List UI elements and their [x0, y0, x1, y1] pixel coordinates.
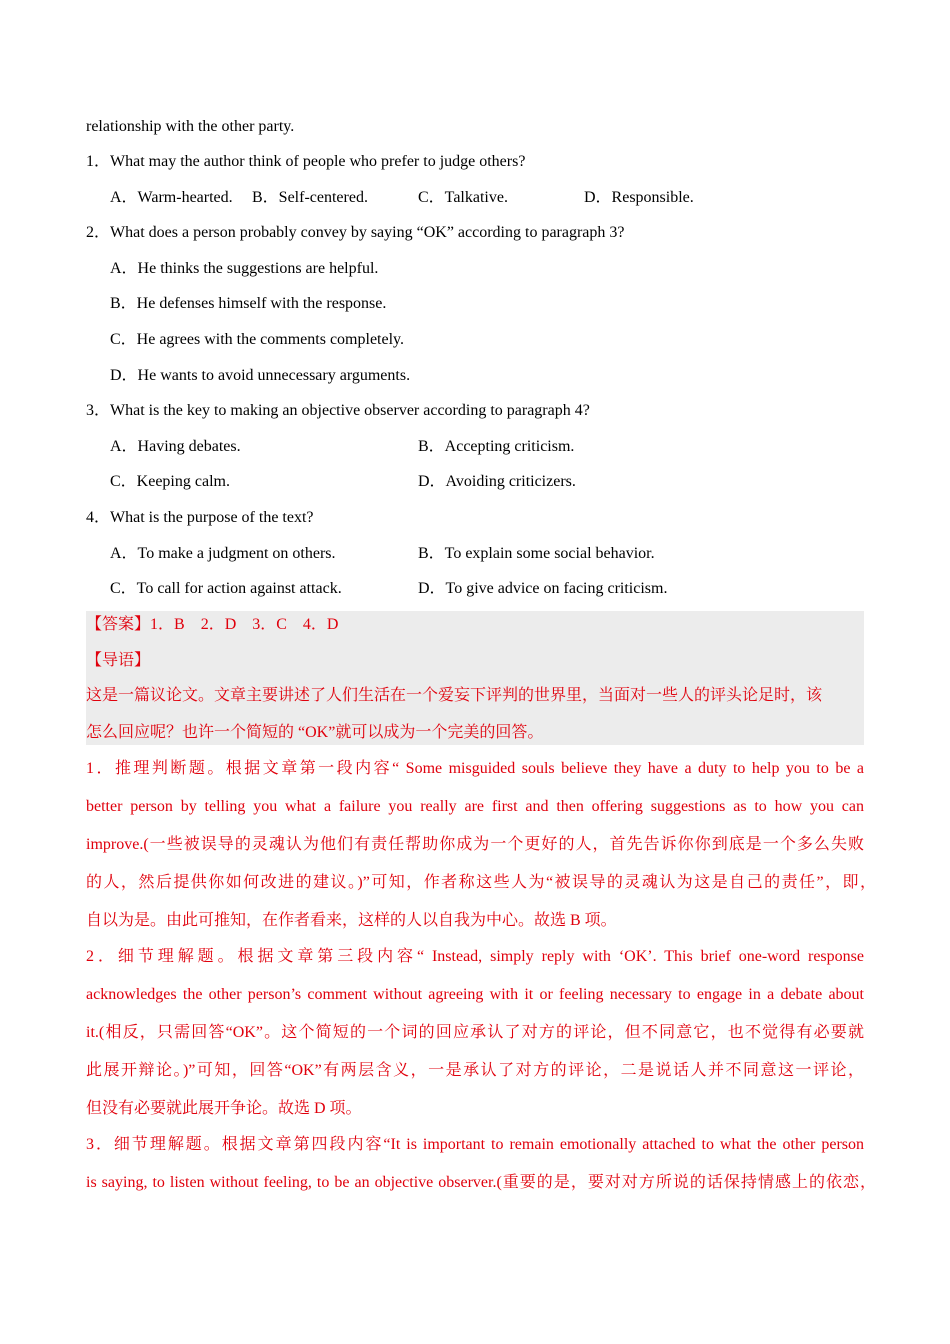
- question-4: [86, 508, 314, 528]
- explanation-1-line-5: 自以为是。由此可推知，在作者看来，这样的人以自我为中心。故选 B 项。: [86, 912, 617, 929]
- question-1: [86, 152, 525, 172]
- question-number: 4．: [86, 509, 111, 526]
- explanation-2-line-1: 2．细节理解题。根据文章第三段内容“ Instead, simply reply with ‘OK’. This brief one-word response: [86, 948, 864, 965]
- q3-option-a: A．Having debates.: [110, 438, 241, 455]
- q3-option-c: C．Keeping calm.: [110, 473, 230, 490]
- explanation-1-line-3: improve.(一些被误导的灵魂认为他们有责任帮助你成为一个更好的人，首先告诉你你到底是一个多么失败: [86, 836, 864, 853]
- explanation-3-line-2: is saying, to listen without feeling, to be an objective observer.(重要的是，要对对方所说的话保持情感上的依恋，: [86, 1174, 876, 1191]
- question-2: [86, 223, 625, 243]
- explanation-2-line-2: acknowledges the other person’s comment without agreeing with it or feeling necessary to engage in a debate about: [86, 986, 864, 1003]
- guide-label: 【导语】: [86, 652, 151, 669]
- explanation-3-line-1: 3．细节理解题。根据文章第四段内容“It is important to remain emotionally attached to what the other person: [86, 1136, 864, 1153]
- explanation-2-line-3: it.(相反，只需回答“OK”。这个简短的一个词的回应承认了对方的评论，但不同意它，也不觉得有必要就: [86, 1024, 864, 1041]
- explanation-1-line-2: better person by telling you what a failure you really are first and then offering suggestions as to how you can: [86, 798, 864, 815]
- question-text: What is the purpose of the text?: [110, 509, 314, 526]
- q1-option-b: B．Self-centered.: [252, 189, 368, 206]
- explanation-2-line-4: 此展开辩论。)”可知，回答“OK”有两层含义，一是承认了对方的评论，二是说话人并不同意这一评论，: [86, 1062, 864, 1079]
- q2-option-d: D．He wants to avoid unnecessary arguments.: [110, 367, 411, 384]
- explanation-1-line-4: 的人，然后提供你如何改进的建议。)”可知，作者称这些人为“被误导的灵魂认为这是自己的责任”，即，: [86, 874, 876, 891]
- question-text: What is the key to making an objective observer according to paragraph 4?: [110, 402, 590, 419]
- q2-option-b: B．He defenses himself with the response.: [110, 295, 387, 312]
- answer-line: [86, 615, 338, 635]
- q2-option-a: A．He thinks the suggestions are helpful.: [110, 260, 379, 277]
- question-text: What does a person probably convey by saying “OK” according to paragraph 3?: [110, 224, 625, 241]
- q3-option-d: D．Avoiding criticizers.: [418, 473, 576, 490]
- question-number: 2．: [86, 224, 111, 241]
- q1-option-c: C．Talkative.: [418, 189, 508, 206]
- answer-label: 【答案】: [86, 616, 151, 633]
- question-number: 1．: [86, 153, 111, 170]
- q4-option-d: D．To give advice on facing criticism.: [418, 580, 668, 597]
- question-3: [86, 401, 590, 421]
- question-number: 3．: [86, 402, 111, 419]
- q4-option-a: A．To make a judgment on others.: [110, 545, 336, 562]
- intro-tail-text: relationship with the other party.: [86, 118, 295, 135]
- q1-option-a: A．Warm-hearted.: [110, 189, 233, 206]
- guide-line-2: 怎么回应呢？也许一个简短的 “OK”就可以成为一个完美的回答。: [86, 724, 544, 741]
- question-text: What may the author think of people who prefer to judge others?: [110, 153, 526, 170]
- q2-option-c: C．He agrees with the comments completely.: [110, 331, 404, 348]
- explanation-2-line-5: 但没有必要就此展开争论。故选 D 项。: [86, 1100, 362, 1117]
- q4-option-b: B．To explain some social behavior.: [418, 545, 655, 562]
- explanation-1-line-1: 1．推理判断题。根据文章第一段内容“ Some misguided souls believe they have a duty to help you to be a: [86, 760, 864, 777]
- q1-option-d: D．Responsible.: [584, 189, 694, 206]
- guide-line-1: 这是一篇议论文。文章主要讲述了人们生活在一个爱妄下评判的世界里，当面对一些人的评头论足时，该: [86, 687, 823, 704]
- q4-option-c: C．To call for action against attack.: [110, 580, 342, 597]
- q3-option-b: B．Accepting criticism.: [418, 438, 575, 455]
- answer-values: 1．B 2．D 3．C 4．D: [150, 616, 339, 633]
